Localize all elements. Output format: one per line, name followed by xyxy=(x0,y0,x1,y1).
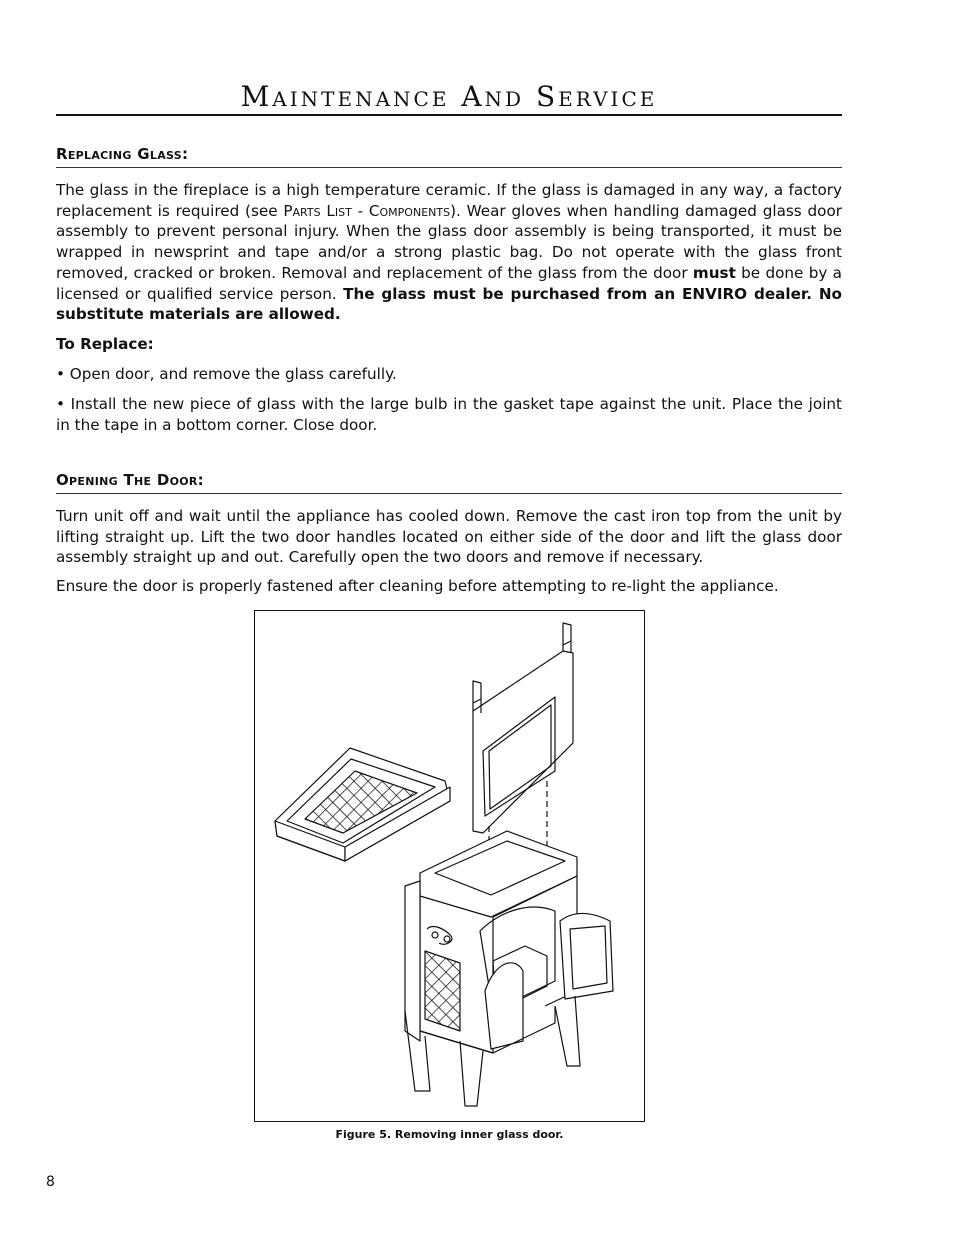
parts-list-reference: Parts List - Components xyxy=(283,201,451,220)
emphasis-must: must xyxy=(692,263,736,282)
stove-body xyxy=(405,831,613,1106)
stove-exploded-illustration xyxy=(255,611,644,1121)
to-replace-heading: To Replace: xyxy=(56,335,154,353)
section-rule xyxy=(56,493,842,494)
page-number: 8 xyxy=(46,1174,55,1190)
opening-door-paragraph: Turn unit off and wait until the appliance has cooled down. Remove the cast iron top from the unit by lifting straight up. Lift the two door handles located on either side of the door and lift the glass door assembly straight up and out. Carefully open the two doors and remove if necessary. xyxy=(56,507,842,567)
figure-caption: Figure 5. Removing inner glass door. xyxy=(335,1128,564,1141)
bullet-install-glass: • Install the new piece of glass with the large bulb in the gasket tape against the unit. Place the joint in the tape in a bottom corner. Close door. xyxy=(56,395,842,434)
section-heading-opening-door: Opening The Door: xyxy=(56,471,204,489)
glass-door-assembly xyxy=(473,623,573,833)
section-rule xyxy=(56,167,842,168)
replacing-glass-paragraph xyxy=(56,180,842,325)
paragraph-text: ). Wear gloves when handling damaged glass door assembly to prevent personal injury. When the glass door assembly is being transported, it must be wrapped in newsprint and tape and/or a strong plastic bag. Do not operate with the glass front removed, cracked or broken. Removal and replacement of the glass from the door xyxy=(56,201,842,282)
page-title: Maintenance And Service xyxy=(240,80,658,113)
cast-iron-top xyxy=(275,748,450,861)
dealer-warning: The glass must be purchased from an ENVIRO dealer. No substitute materials are allowed. xyxy=(56,284,842,324)
section-heading-replacing-glass: Replacing Glass: xyxy=(56,145,189,163)
figure-frame xyxy=(254,610,645,1122)
fasten-door-paragraph: Ensure the door is properly fastened after cleaning before attempting to re-light the appliance. xyxy=(56,577,779,595)
title-rule xyxy=(56,114,842,116)
bullet-open-door: • Open door, and remove the glass carefully. xyxy=(56,365,397,383)
paragraph-text: be done by a licensed or qualified service person. xyxy=(56,263,842,303)
paragraph-text: The glass in the fireplace is a high temperature ceramic. If the glass is damaged in any way, a factory replacement is required (see xyxy=(56,181,842,220)
